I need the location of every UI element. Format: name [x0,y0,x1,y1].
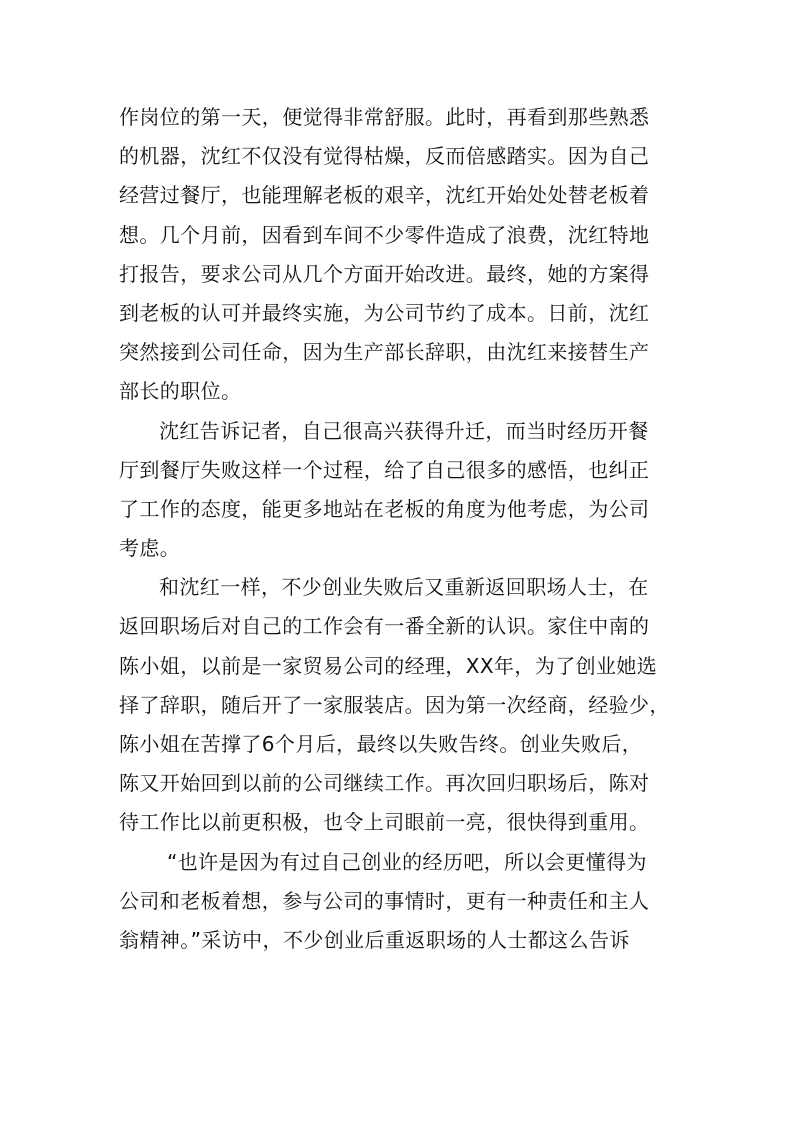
article-body [119,98,689,960]
text-line: 陈小姐在苦撑了6个月后，最终以失败告终。创业失败后， [119,732,643,756]
text-line: 陈又开始回到以前的公司继续工作。再次回归职场后，陈对 [119,771,650,796]
text-line: 陈小姐，以前是一家贸易公司的经理，XX年，为了创业她选 [119,653,658,678]
paragraph-4 [119,843,689,961]
paragraph-1 [119,98,689,412]
text-line: 突然接到公司任命，因为生产部长辞职，由沈红来接替生产 [119,340,650,365]
text-line: 返回职场后对自己的工作会有一番全新的认识。家住中南的 [119,614,650,639]
text-line: 了工作的态度，能更多地站在老板的角度为他考虑，为公司 [119,496,650,521]
text-line: 的机器，沈红不仅没有觉得枯燥，反而倍感踏实。因为自己 [119,144,650,169]
text-line: 部长的职位。 [119,379,242,404]
paragraph-3 [119,568,689,842]
text-line: 想。几个月前，因看到车间不少零件造成了浪费，沈红特地 [119,222,650,247]
text-line: 打报告，要求公司从几个方面开始改进。最终，她的方案得 [119,261,650,286]
text-line: 公司和老板着想，参与公司的事情时，更有一种责任和主人 [119,888,650,913]
text-line: 作岗位的第一天，便觉得非常舒服。此时，再看到那些熟悉 [119,105,650,129]
text-line: 和沈红一样，不少创业失败后又重新返回职场人士，在 [159,575,649,600]
paragraph-2 [119,412,689,569]
text-line: 到老板的认可并最终实施，为公司节约了成本。日前，沈红 [119,300,650,325]
text-line: 沈红告诉记者，自己很高兴获得升迁，而当时经历开餐 [159,418,649,443]
text-line: 翁精神。”采访中，不少创业后重返职场的人士都这么告诉 [119,927,630,952]
text-line: “也许是因为有过自己创业的经历吧，所以会更懂得为 [167,849,647,874]
text-line: 考虑。 [119,536,181,561]
text-line: 择了辞职，随后开了一家服装店。因为第一次经商，经验少， [119,692,670,717]
text-line: 待工作比以前更积极，也令上司眼前一亮，很快得到重用。 [119,810,650,835]
text-line: 经营过餐厅，也能理解老板的艰辛，沈红开始处处替老板着 [119,183,650,208]
text-line: 厅到餐厅失败这样一个过程，给了自己很多的感悟，也纠正 [119,457,650,482]
